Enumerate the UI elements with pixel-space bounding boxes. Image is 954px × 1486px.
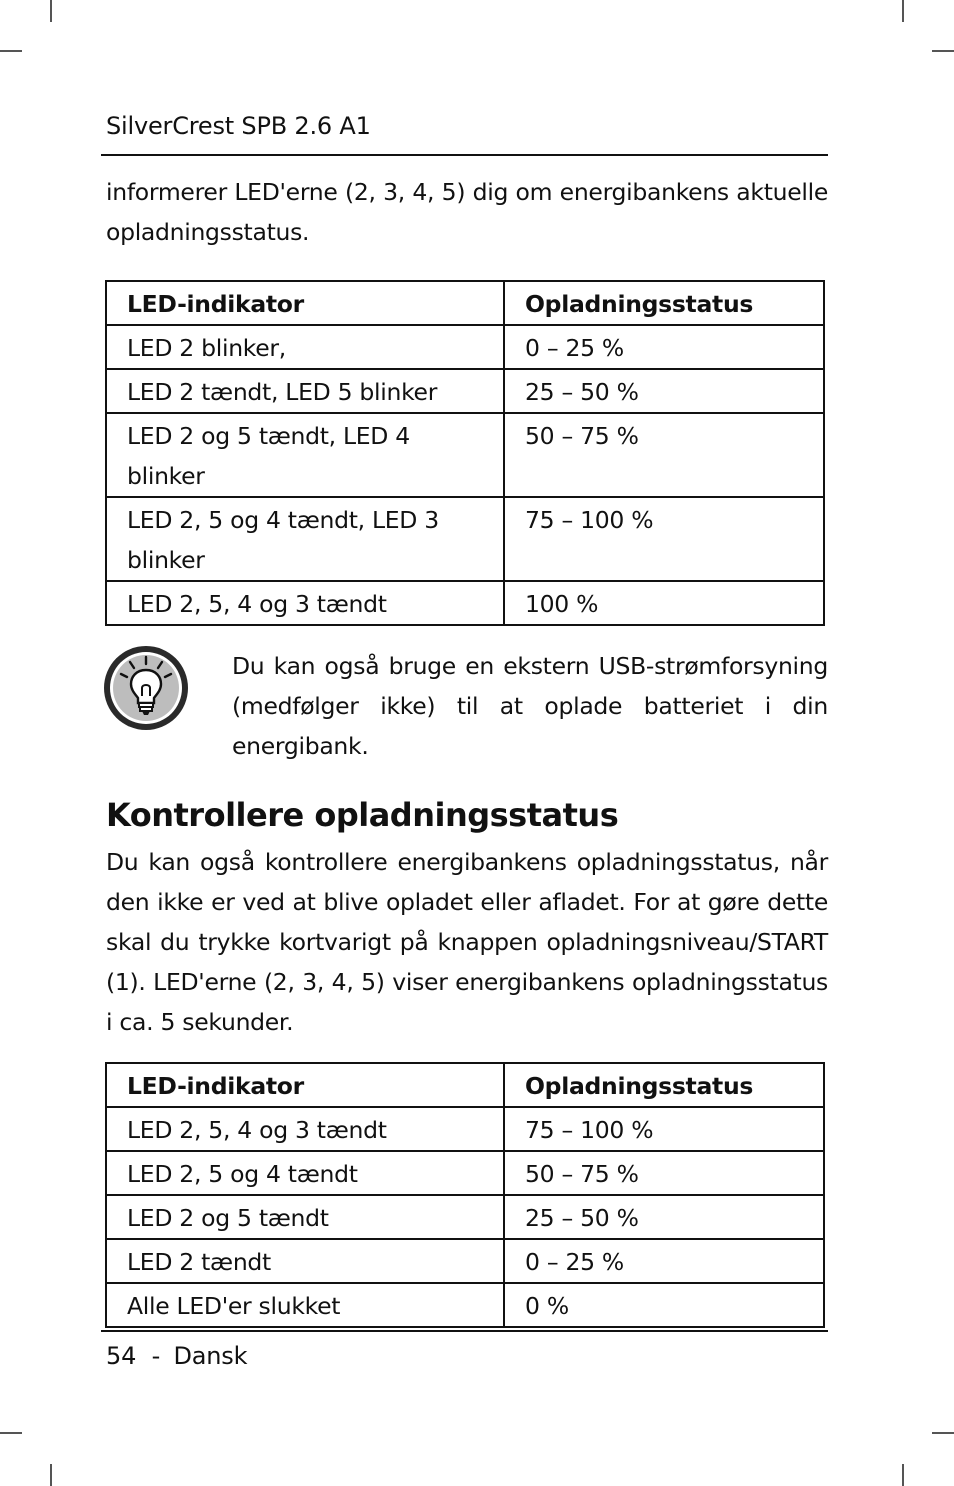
led-cell: LED 2 tændt <box>106 1239 504 1283</box>
page-number: 54 <box>106 1342 137 1370</box>
led-cell: LED 2, 5, 4 og 3 tændt <box>106 581 504 625</box>
table-row <box>106 1151 824 1195</box>
table-header-row <box>106 1063 824 1107</box>
crop-mark <box>902 1464 904 1486</box>
led-cell: LED 2 blinker, <box>106 325 504 369</box>
crop-mark <box>0 1432 22 1434</box>
table-row <box>106 325 824 369</box>
table-row <box>106 497 824 581</box>
column-header-status: Opladningsstatus <box>504 1063 824 1107</box>
status-cell: 0 % <box>504 1283 824 1327</box>
column-header-led: LED-indikator <box>106 1063 504 1107</box>
table-header-row <box>106 281 824 325</box>
table-row <box>106 581 824 625</box>
status-cell: 75 – 100 % <box>504 1107 824 1151</box>
table-row <box>106 413 824 497</box>
section-heading: Kontrollere opladningsstatus <box>106 796 619 834</box>
running-header: SilverCrest SPB 2.6 A1 <box>106 112 371 140</box>
status-cell: 0 – 25 % <box>504 325 824 369</box>
crop-mark <box>902 0 904 22</box>
crop-mark <box>50 1464 52 1486</box>
section-paragraph: Du kan også kontrollere energibankens opladningsstatus, når den ikke er ved at blive opladet eller afladet. For at gøre dette skal du trykke kortvarigt på knappen opladningsniveau/START (1). LED'erne (2, 3, 4, 5) viser energibankens opladningsstatus i ca. 5 sekunder. <box>106 848 828 1036</box>
table-row <box>106 369 824 413</box>
crop-mark <box>50 0 52 22</box>
intro-paragraph: informerer LED'erne (2, 3, 4, 5) dig om energibankens aktuelle opladningsstatus. <box>106 178 828 246</box>
lightbulb-tip-icon <box>102 644 190 732</box>
led-cell: LED 2 og 5 tændt, LED 4 blinker <box>106 413 504 497</box>
led-cell: LED 2, 5 og 4 tændt, LED 3 blinker <box>106 497 504 581</box>
header-rule <box>101 154 828 156</box>
table-row <box>106 1195 824 1239</box>
status-cell: 100 % <box>504 581 824 625</box>
led-cell: Alle LED'er slukket <box>106 1283 504 1327</box>
crop-mark <box>932 1432 954 1434</box>
led-status-table-2 <box>105 1062 825 1328</box>
status-cell: 50 – 75 % <box>504 413 824 497</box>
table-row <box>106 1239 824 1283</box>
crop-mark <box>932 50 954 52</box>
footer-rule <box>101 1330 828 1332</box>
status-cell: 75 – 100 % <box>504 497 824 581</box>
column-header-status: Opladningsstatus <box>504 281 824 325</box>
column-header-led: LED-indikator <box>106 281 504 325</box>
led-cell: LED 2, 5, 4 og 3 tændt <box>106 1107 504 1151</box>
status-cell: 25 – 50 % <box>504 1195 824 1239</box>
page-footer <box>106 1342 247 1370</box>
led-cell: LED 2, 5 og 4 tændt <box>106 1151 504 1195</box>
table-row <box>106 1283 824 1327</box>
led-cell: LED 2 tændt, LED 5 blinker <box>106 369 504 413</box>
led-status-table-1 <box>105 280 825 626</box>
status-cell: 50 – 75 % <box>504 1151 824 1195</box>
status-cell: 25 – 50 % <box>504 369 824 413</box>
crop-mark <box>0 50 22 52</box>
table-row <box>106 1107 824 1151</box>
tip-paragraph: Du kan også bruge en ekstern USB-strømforsyning (medfølger ikke) til at oplade batteriet i din energibank. <box>232 652 828 760</box>
status-cell: 0 – 25 % <box>504 1239 824 1283</box>
footer-language: Dansk <box>173 1342 248 1370</box>
footer-separator: - <box>151 1342 161 1370</box>
led-cell: LED 2 og 5 tændt <box>106 1195 504 1239</box>
